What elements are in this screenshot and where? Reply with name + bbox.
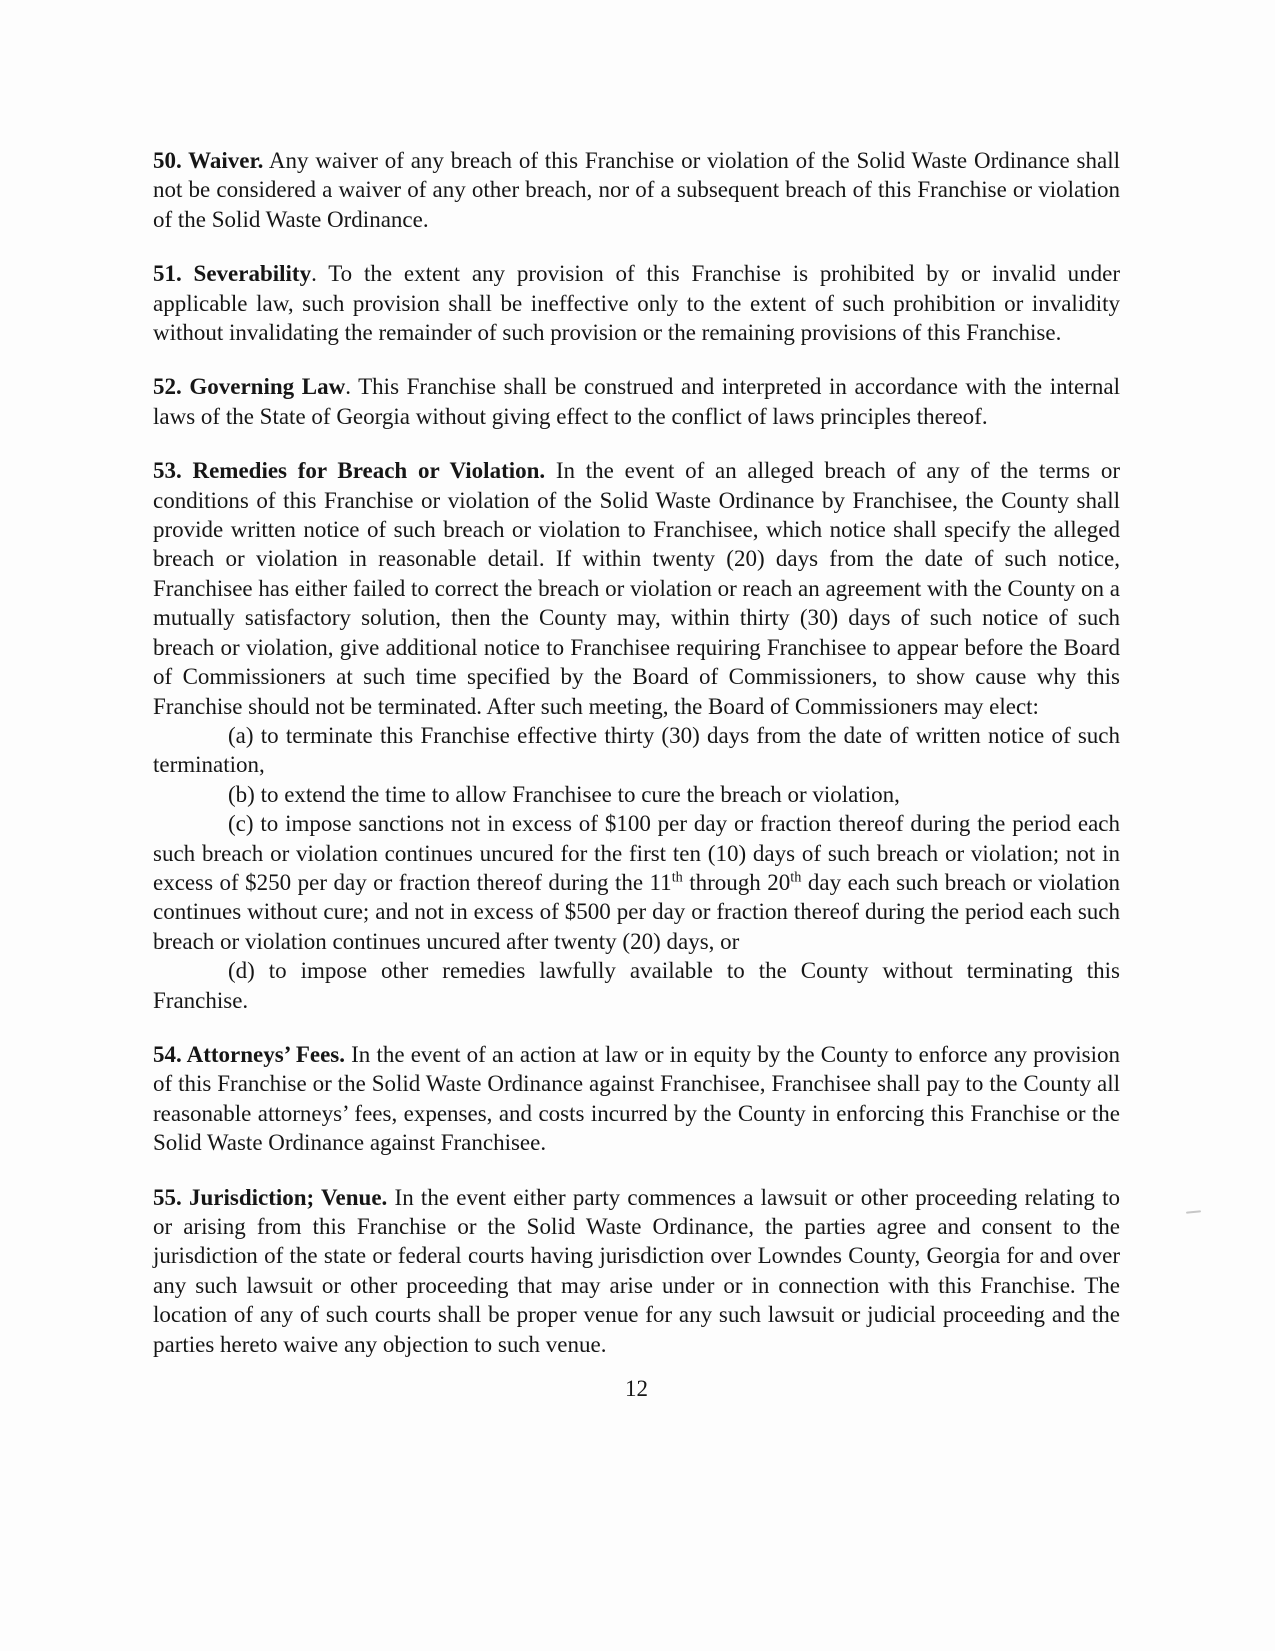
subitem-paragraph-d: (d) to impose other remedies lawfully available to the County without terminating this Franchise. bbox=[153, 958, 1120, 1013]
subitem-paragraph-b: (b) to extend the time to allow Franchisee to cure the breach or violation, bbox=[228, 781, 900, 807]
section-paragraph-54: 54. Attorneys’ Fees. In the event of an action at law or in equity by the County to enforce any provision of this Franchise or the Solid Waste Ordinance against Franchisee, Franchisee shall pay to the County all reasonable attorneys’ fees, expenses, and costs incurred by the County in enforcing this Franchise or the Solid Waste Ordinance against Franchisee. bbox=[153, 1041, 1120, 1156]
ordinal-superscript: th bbox=[671, 869, 683, 886]
paragraphs-container bbox=[153, 146, 1120, 1359]
page-number: 12 bbox=[625, 1376, 648, 1402]
ordinal-superscript: th bbox=[790, 869, 802, 886]
section-paragraph-55: 55. Jurisdiction; Venue. In the event either party commences a lawsuit or other proceeding relating to or arising from this Franchise or the Solid Waste Ordinance, the parties agree and consent to the jurisdiction of the state or federal courts having jurisdiction over Lowndes County, Georgia for and over any such lawsuit or other proceeding that may arise under or in connection with this Franchise. The location of any of such courts shall be proper venue for any such lawsuit or judicial proceeding and the parties hereto waive any objection to such venue. bbox=[153, 1184, 1120, 1357]
section-paragraph-51: 51. Severability. To the extent any provision of this Franchise is prohibited by or invalid under applicable law, such provision shall be ineffective only to the extent of such prohibition or invalidity without invalidating the remainder of such provision or the remaining provisions of this Franchise. bbox=[153, 261, 1120, 346]
section-paragraph-50: 50. Waiver. Any waiver of any breach of this Franchise or violation of the Solid Waste Ordinance shall not be considered a waiver of any other breach, nor of a subsequent breach of this Franchise or violation of the Solid Waste Ordinance. bbox=[153, 148, 1120, 232]
subitem-paragraph-a: (a) to terminate this Franchise effective thirty (30) days from the date of written notice of such termination, bbox=[153, 722, 1120, 778]
scan-artifact-mark bbox=[1186, 1210, 1201, 1214]
section-label: 54. Attorneys’ Fees. bbox=[153, 1041, 345, 1067]
subitem-paragraph-c: (c) to impose sanctions not in excess of $100 per day or fraction thereof during the period each such breach or violation continues uncured for the first ten (10) days of such breach or violation; not in excess of $250 per day or fraction thereof during the 11th through 20th day each such breach or violation continues without cure; and not in excess of $500 per day or fraction thereof during the period each such breach or violation continues uncured after twenty (20) days, or bbox=[153, 811, 1120, 954]
document-body bbox=[153, 146, 1120, 1403]
section-label: 53. Remedies for Breach or Violation. bbox=[153, 458, 546, 484]
section-label: 55. Jurisdiction; Venue. bbox=[153, 1184, 388, 1210]
section-label: 51. Severability bbox=[153, 261, 312, 287]
section-label: 52. Governing Law bbox=[153, 374, 346, 400]
section-label: 50. Waiver. bbox=[153, 148, 264, 173]
section-paragraph-53: 53. Remedies for Breach or Violation. In the event of an alleged breach of any of the terms or conditions of this Franchise or violation of the Solid Waste Ordinance by Franchisee, the County shall provide written notice of such breach or violation to Franchisee, which notice shall specify the alleged breach or violation in reasonable detail. If within twenty (20) days from the date of such notice, Franchisee has either failed to correct the breach or violation or reach an agreement with the County on a mutually satisfactory solution, then the County may, within thirty (30) days of such notice of such breach or violation, give additional notice to Franchisee requiring Franchisee to appear before the Board of Commissioners at such time specified by the Board of Commissioners, to show cause why this Franchise should not be terminated. After such meeting, the Board of Commissioners may elect: bbox=[153, 458, 1120, 719]
section-paragraph-52: 52. Governing Law. This Franchise shall be construed and interpreted in accordance with the internal laws of the State of Georgia without giving effect to the conflict of laws principles thereof. bbox=[153, 374, 1120, 429]
